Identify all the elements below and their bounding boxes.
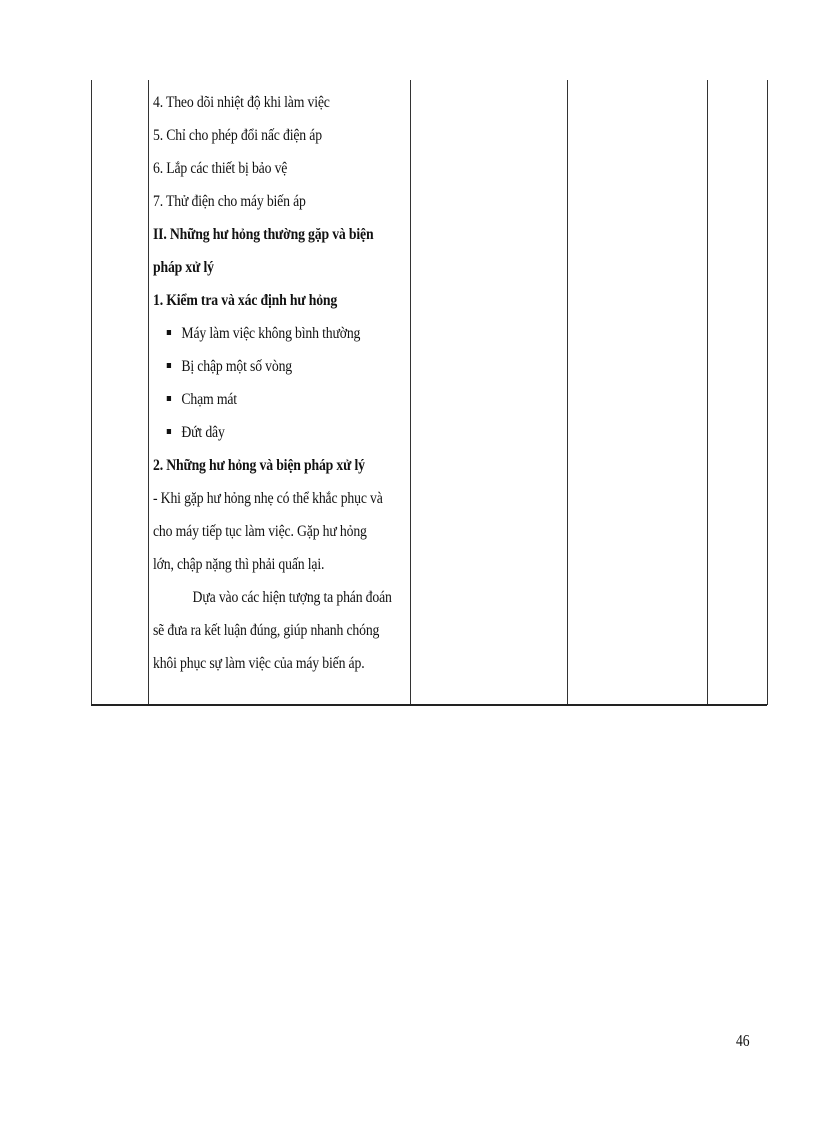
bullet-text: Máy làm việc không bình thường bbox=[181, 325, 361, 342]
section-heading: II. Những hư hỏng thường gặp và biện bbox=[153, 226, 374, 243]
bullet-item bbox=[153, 416, 370, 449]
bullet-text: Bị chập một số vòng bbox=[181, 358, 293, 375]
bullet-item bbox=[153, 317, 370, 350]
section-heading-cont: pháp xử lý bbox=[153, 259, 214, 276]
paragraph-1-line: lớn, chập nặng thì phải quấn lại. bbox=[153, 556, 325, 573]
paragraph-1-line: cho máy tiếp tục làm việc. Gặp hư hỏng bbox=[153, 523, 367, 540]
paragraph-1-line: - Khi gặp hư hỏng nhẹ có thể khắc phục và bbox=[153, 490, 383, 507]
step-line-6: 6. Lắp các thiết bị bảo vệ bbox=[153, 160, 288, 177]
paragraph-2-line: sẽ đưa ra kết luận đúng, giúp nhanh chóng bbox=[153, 622, 380, 639]
content-column bbox=[153, 86, 405, 680]
bullet-square-icon bbox=[167, 396, 171, 401]
bullet-item bbox=[153, 383, 370, 416]
subheading-1: 1. Kiểm tra và xác định hư hỏng bbox=[153, 292, 338, 309]
bullet-text: Chạm mát bbox=[181, 391, 237, 408]
bullet-square-icon bbox=[167, 429, 171, 434]
table-divider-1 bbox=[148, 80, 149, 705]
step-line-4: 4. Theo dõi nhiệt độ khi làm việc bbox=[153, 94, 330, 111]
table-divider-3 bbox=[567, 80, 568, 705]
table-divider-2 bbox=[410, 80, 411, 705]
table-divider-4 bbox=[707, 80, 708, 705]
table-border-left bbox=[91, 80, 92, 705]
bullet-square-icon bbox=[167, 363, 171, 368]
table-bottom-border bbox=[91, 704, 767, 706]
paragraph-2-line: Dựa vào các hiện tượng ta phán đoán bbox=[192, 589, 392, 606]
paragraph-2-line: khôi phục sự làm việc của máy biến áp. bbox=[153, 655, 365, 672]
step-line-5: 5. Chỉ cho phép đổi nấc điện áp bbox=[153, 127, 322, 144]
table-border-right bbox=[767, 80, 768, 705]
bullet-text: Đứt dây bbox=[181, 424, 225, 441]
page-number: 46 bbox=[736, 1031, 750, 1050]
bullet-square-icon bbox=[167, 330, 171, 335]
step-line-7: 7. Thử điện cho máy biến áp bbox=[153, 193, 306, 210]
bullet-item bbox=[153, 350, 370, 383]
subheading-2: 2. Những hư hỏng và biện pháp xử lý bbox=[153, 457, 365, 474]
